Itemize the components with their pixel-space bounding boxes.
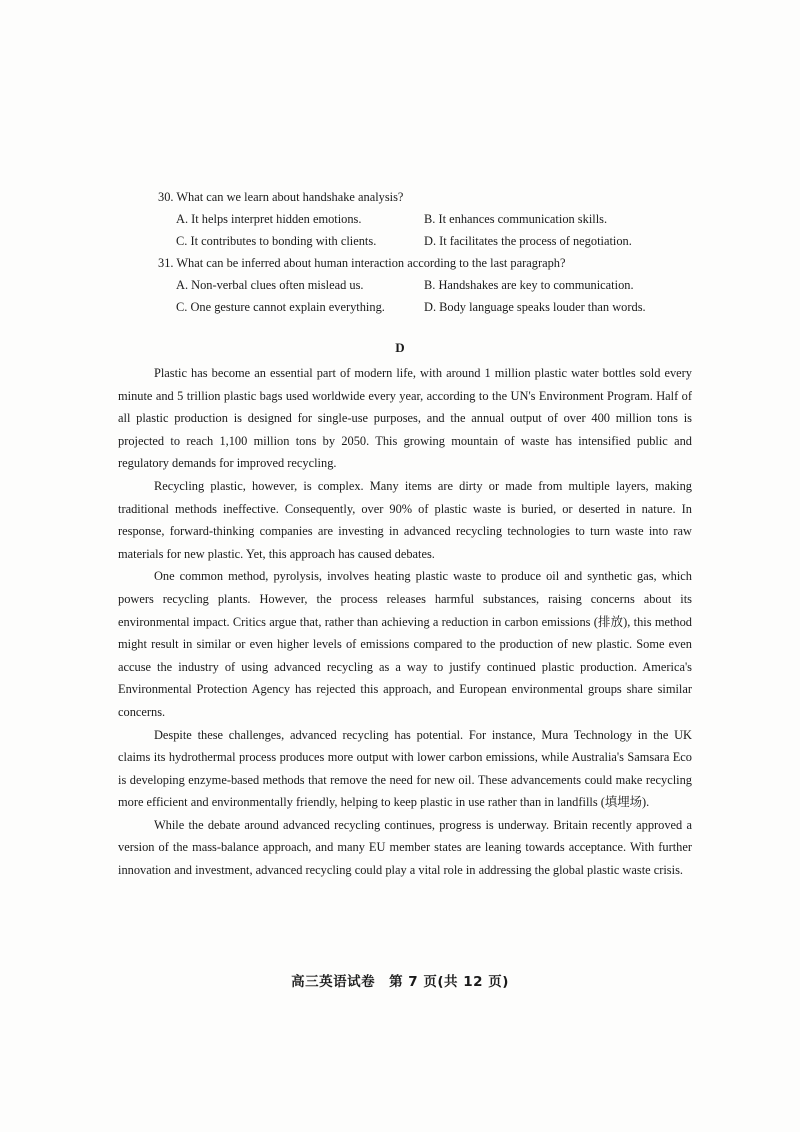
- option-d: D. It facilitates the process of negotiation.: [424, 234, 632, 248]
- option-c: C. One gesture cannot explain everything.: [176, 300, 385, 314]
- passage-paragraph-1: Plastic has become an essential part of modern life, with around 1 million plastic water bottles sold every minute and 5 trillion plastic bags used worldwide every year, according to the UN's Environment Program. Half of all plastic production is designed for single-use purposes, and the annual output of over 400 million tons is projected to reach 1,100 million tons by 2050. This growing mountain of waste has intensified public and regulatory demands for improved recycling.: [118, 366, 692, 471]
- option-a: A. Non-verbal clues often mislead us.: [176, 278, 364, 292]
- passage-body: [118, 362, 692, 882]
- option-row: [158, 208, 718, 230]
- option-b: B. It enhances communication skills.: [424, 212, 608, 226]
- page-footer: 高三英语试卷 第 7 页(共 12 页): [291, 974, 509, 990]
- option-a: A. It helps interpret hidden emotions.: [176, 212, 362, 226]
- passage-paragraph-5: While the debate around advanced recycling continues, progress is underway. Britain recently approved a version of the mass-balance approach, and many EU member states are leaning towards acceptance. With further innovation and investment, advanced recycling could play a vital role in addressing the global plastic waste crisis.: [118, 817, 692, 878]
- option-c: C. It contributes to bonding with clients.: [176, 234, 377, 248]
- passage-paragraph-3: One common method, pyrolysis, involves heating plastic waste to produce oil and synthetic gas, which powers recycling plants. However, the process releases harmful substances, raising concerns about its environmental impact. Critics argue that, rather than achieving a reduction in carbon emissions (排放), this method might result in similar or even higher levels of emissions compared to the production of new plastic. Some even accuse the industry of using advanced recycling as a way to justify continued plastic production. America's Environmental Protection Agency has rejected this approach, and European environmental groups share similar concerns.: [118, 569, 692, 719]
- question-stem: 30. What can we learn about handshake analysis?: [158, 190, 404, 204]
- passage-paragraph-2: Recycling plastic, however, is complex. Many items are dirty or made from multiple layers, making traditional methods ineffective. Consequently, over 90% of plastic waste is buried, or deserted in nature. In response, forward-thinking companies are investing in advanced recycling technologies to turn waste into raw materials for new plastic. Yet, this approach has caused debates.: [118, 478, 692, 561]
- question-31: [158, 252, 718, 318]
- option-row: [158, 296, 718, 318]
- option-b: B. Handshakes are key to communication.: [424, 278, 634, 292]
- option-row: [158, 274, 718, 296]
- passage-paragraph-4: Despite these challenges, advanced recycling has potential. For instance, Mura Technology in the UK claims its hydrothermal process produces more output with lower carbon emissions, while Australia's Samsara Eco is developing enzyme-based methods that remove the need for new oil. These advancements could make recycling more efficient and environmentally friendly, helping to keep plastic in use rather than in landfills (填埋场).: [118, 727, 692, 810]
- option-d: D. Body language speaks louder than words.: [424, 300, 646, 314]
- question-30: [158, 186, 718, 252]
- option-row: [158, 230, 718, 252]
- passage-title: D: [395, 340, 405, 355]
- question-stem: 31. What can be inferred about human interaction according to the last paragraph?: [158, 256, 566, 270]
